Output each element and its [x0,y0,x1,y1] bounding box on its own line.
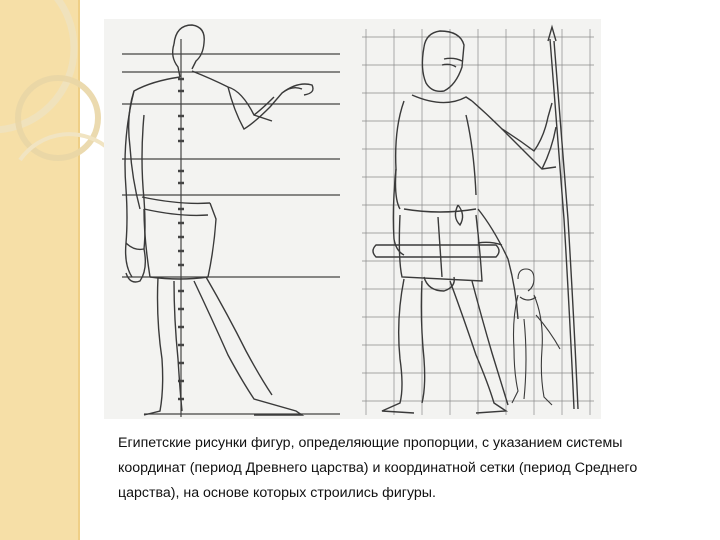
small-egyptian-figure-icon [512,269,560,405]
proportions-drawing [104,19,601,419]
egyptian-proportions-image [104,19,601,419]
ring-large [0,0,74,130]
egyptian-figure-old-kingdom-icon [125,25,313,415]
middle-kingdom-grid [362,29,594,415]
egyptian-figure-middle-kingdom-icon [373,27,578,413]
slide-caption: Египетские рисунки фигур, определяющие пропорции, с указанием системы координат (период Древнего царства) и координатной сетки (период Среднего царства), на основе которых строились фигуры. [118,435,638,501]
